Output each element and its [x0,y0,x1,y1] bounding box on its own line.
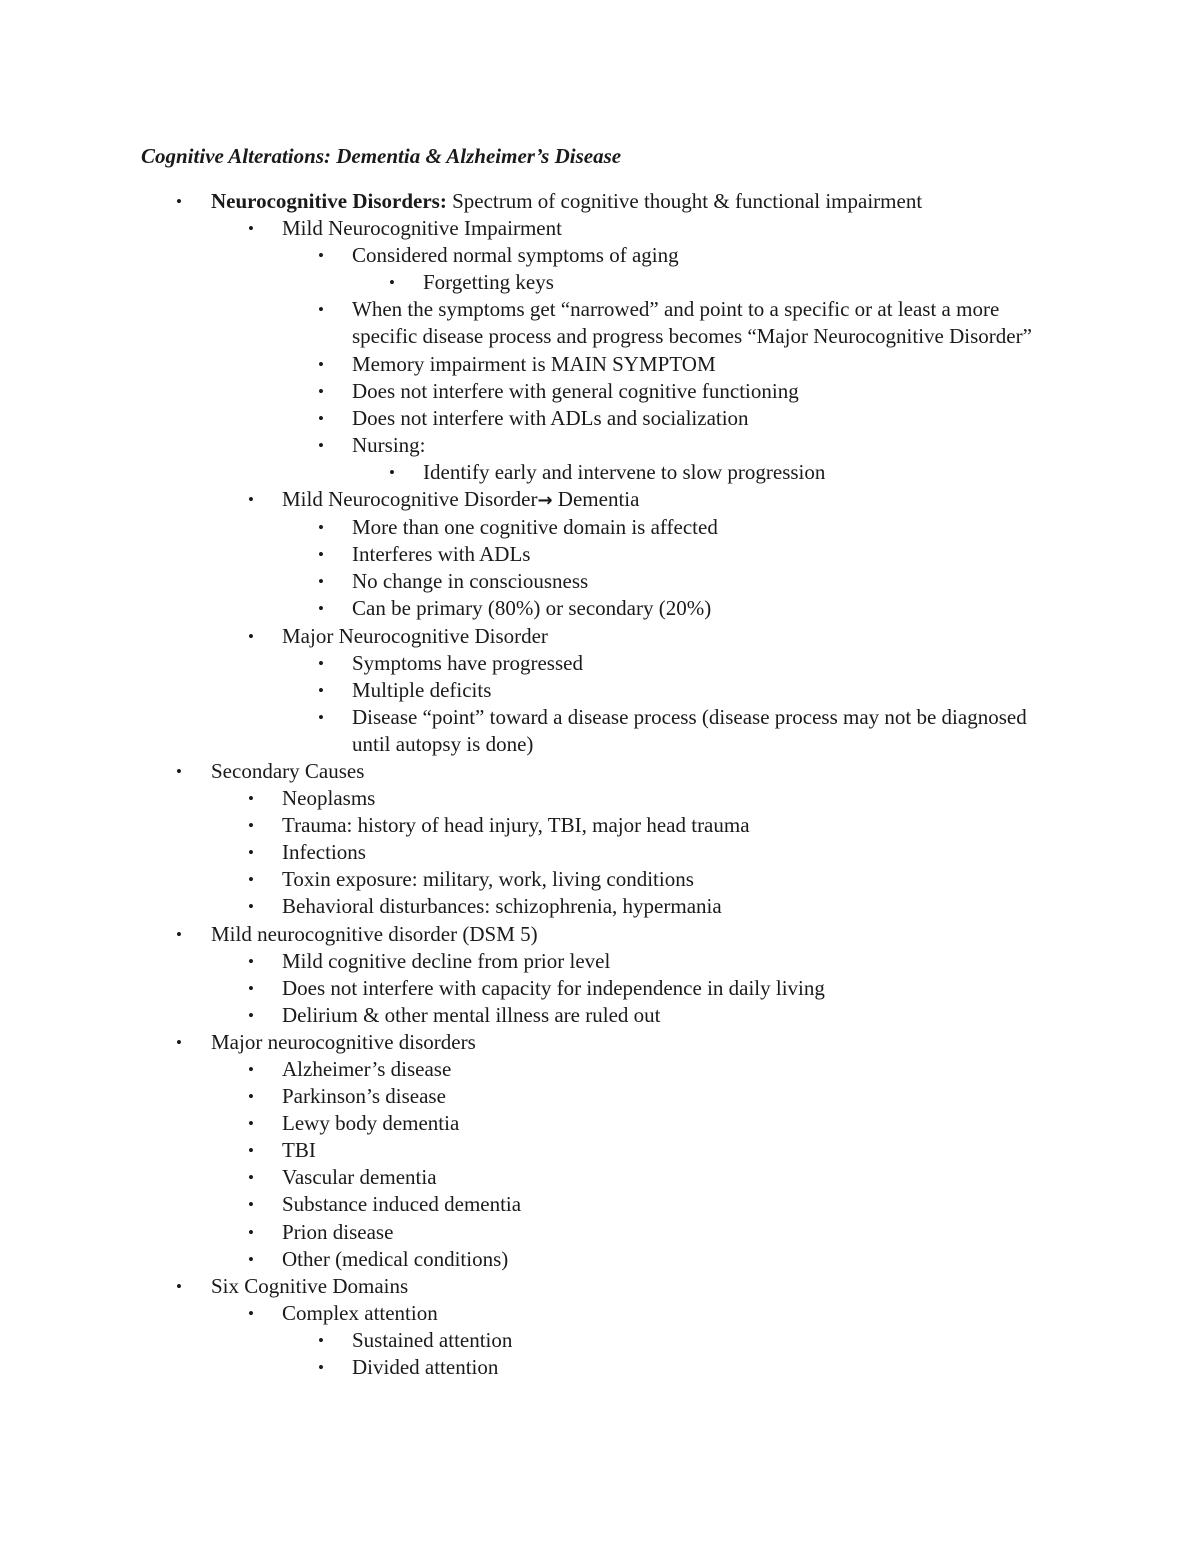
item-text: Prion disease [282,1219,394,1244]
bullet-icon: • [176,761,182,781]
bullet-icon: • [318,518,324,538]
bullet-icon: • [248,897,254,917]
list-item [0,1164,1200,1191]
item-text: Alzheimer’s disease [282,1057,452,1081]
bullet-icon: • [248,626,254,646]
item-text: Mild cognitive decline from prior level [282,948,611,973]
item-text: Nursing: [352,432,426,457]
title-subtitle: Dementia & Alzheimer’s Disease [330,144,622,168]
bullet-icon: • [248,1060,254,1079]
item-text: Sustained attention [352,1327,513,1352]
item-text: Does not interfere with ADLs and socialization [352,405,749,430]
list-item [0,758,1200,785]
item-text: Does not interfere with general cognitive functioning [352,378,799,403]
title-main: Cognitive Alterations: [141,144,331,168]
bullet-icon: • [248,1222,254,1242]
list-item [0,1354,1200,1381]
item-text: Neoplasms [282,786,376,811]
list-item [0,405,1200,432]
arrow-right-icon: → [537,490,553,512]
bullet-icon: • [248,1249,254,1269]
list-item [0,785,1200,812]
item-text: TBI [282,1138,316,1163]
list-item [0,459,1200,486]
bullet-icon: • [248,490,254,510]
list-item [0,921,1200,948]
list-item [0,866,1200,893]
bullet-icon: • [248,1087,254,1107]
bullet-icon: • [248,870,254,890]
bullet-icon: • [318,680,324,700]
item-text: Lewy body dementia [282,1111,460,1136]
list-item [0,812,1200,839]
item-text: Behavioral disturbances: schizophrenia, hypermania [282,894,722,919]
item-text: Six Cognitive Domains [211,1273,409,1298]
item-text: Secondary Causes [211,758,365,783]
bullet-icon: • [318,545,324,565]
list-item [0,1273,1200,1300]
bullet-icon: • [389,273,395,293]
item-text: Symptoms have progressed [352,650,583,675]
item-text: Mild neurocognitive disorder (DSM 5) [211,921,538,946]
item-text: Disease “point” toward a disease process (disease process may not be diagnosed until autopsy is done) [352,704,1027,756]
bullet-icon: • [318,246,324,266]
list-item [0,704,1200,758]
bullet-icon: • [176,1032,182,1052]
list-item [0,975,1200,1002]
item-text: When the symptoms get “narrowed” and point to a specific or at least a more specific disease process and progress becomes “Major Neurocognitive Disorder” [352,297,1032,349]
bullet-icon: • [248,951,254,971]
item-text: Mild Neurocognitive Impairment [282,216,562,241]
bullet-icon: • [176,192,182,211]
bullet-icon: • [318,408,324,428]
bullet-icon: • [318,300,324,320]
bullet-icon: • [318,707,324,727]
item-text: Trauma: history of head injury, TBI, major head trauma [282,813,750,838]
list-item [0,514,1200,541]
list-item [0,378,1200,405]
list-item [0,296,1200,350]
item-text: More than one cognitive domain is affected [352,515,718,540]
item-lead: Neurocognitive Disorders: [211,189,447,213]
item-text: Multiple deficits [352,677,492,702]
item-text: Does not interfere with capacity for independence in daily living [282,975,825,1000]
item-text: Divided attention [352,1355,499,1380]
item-text: Delirium & other mental illness are ruled out [282,1002,661,1027]
bullet-icon: • [318,354,324,374]
bullet-icon: • [318,1358,324,1378]
list-item [0,215,1200,242]
list-item [0,1029,1200,1056]
item-text: Other (medical conditions) [282,1246,509,1271]
list-item [0,486,1200,514]
list-item [0,948,1200,975]
item-text: Infections [282,840,366,865]
item-text: Complex attention [282,1300,438,1325]
list-item [0,541,1200,568]
item-text: Identify early and intervene to slow progression [423,459,826,484]
bullet-icon: • [248,1005,254,1025]
list-item [0,1327,1200,1354]
item-text: Considered normal symptoms of aging [352,243,679,268]
document-title [141,143,621,170]
list-item [0,1137,1200,1164]
bullet-icon: • [248,816,254,836]
bullet-icon: • [248,1168,254,1188]
item-text: Major Neurocognitive Disorder [282,623,548,648]
item-text: Dementia [552,487,640,512]
list-item [0,1110,1200,1137]
bullet-icon: • [318,1330,324,1350]
bullet-icon: • [389,462,395,482]
bullet-icon: • [318,572,324,592]
bullet-icon: • [248,843,254,863]
bullet-icon: • [176,924,182,944]
item-text: Memory impairment is MAIN SYMPTOM [352,351,716,376]
list-item [0,1300,1200,1327]
list-item [0,188,1200,215]
bullet-icon: • [248,1303,254,1323]
item-text: Vascular dementia [282,1165,437,1190]
list-item [0,677,1200,704]
list-item [0,1246,1200,1273]
list-item [0,351,1200,378]
list-item [0,1219,1200,1246]
bullet-icon: • [248,1114,254,1134]
bullet-icon: • [318,435,324,455]
list-item [0,1191,1200,1218]
list-item [0,595,1200,622]
notes-outline [0,188,1200,1381]
bullet-icon: • [318,653,324,673]
list-item [0,623,1200,650]
bullet-icon: • [176,1276,182,1296]
item-text: Spectrum of cognitive thought & functional impairment [446,189,923,213]
bullet-icon: • [248,789,254,809]
bullet-icon: • [248,1195,254,1215]
item-text: Major neurocognitive disorders [211,1029,476,1054]
item-text: Can be primary (80%) or secondary (20%) [352,596,712,621]
list-item [0,893,1200,920]
bullet-icon: • [248,978,254,998]
list-item [0,568,1200,595]
list-item [0,269,1200,296]
item-text: Parkinson’s disease [282,1084,446,1109]
list-item [0,839,1200,866]
item-text: No change in consciousness [352,569,589,594]
list-item [0,432,1200,459]
item-text: Forgetting keys [423,270,554,295]
item-text: Substance induced dementia [282,1192,522,1217]
list-item [0,1083,1200,1110]
item-text: Mild Neurocognitive Disorder [282,487,538,512]
list-item [0,1056,1200,1083]
item-text: Interferes with ADLs [352,542,531,567]
item-text: Toxin exposure: military, work, living conditions [282,867,694,892]
list-item [0,1002,1200,1029]
bullet-icon: • [248,219,254,239]
bullet-icon: • [248,1141,254,1161]
list-item [0,650,1200,677]
list-item [0,242,1200,269]
bullet-icon: • [318,599,324,619]
bullet-icon: • [318,381,324,401]
